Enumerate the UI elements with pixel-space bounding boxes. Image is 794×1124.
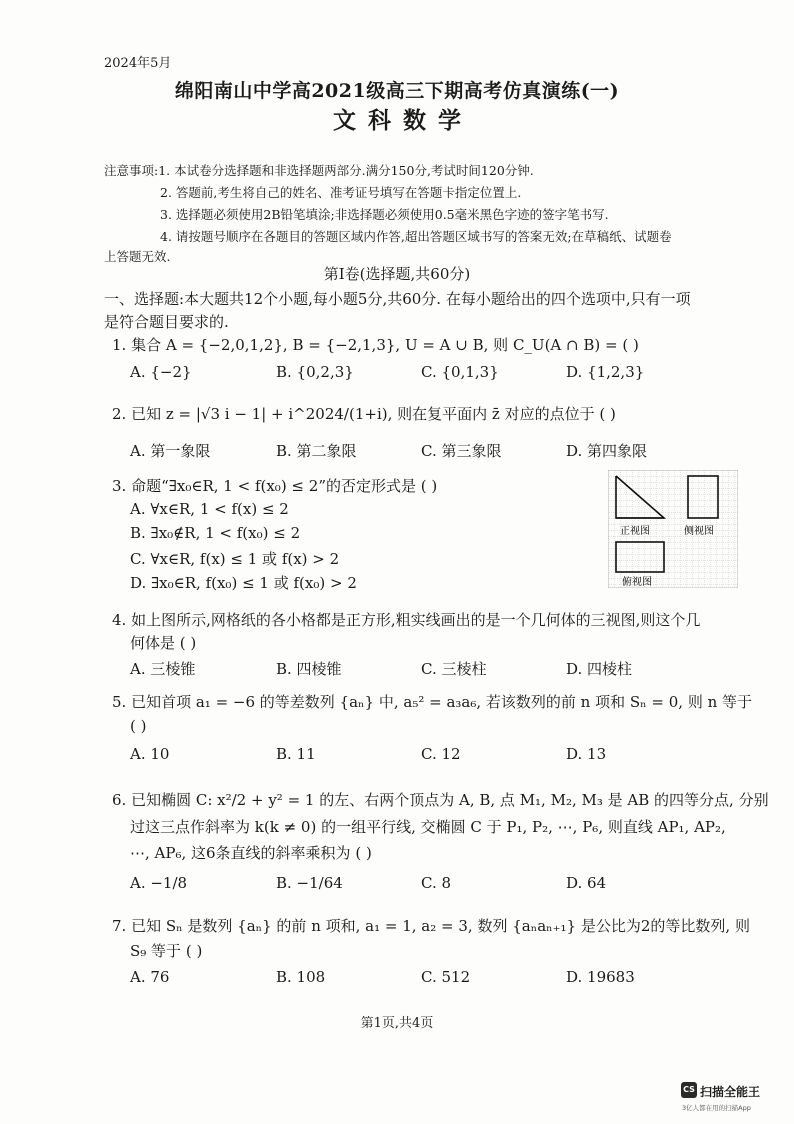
question-6-option-d: D. 64: [566, 874, 607, 892]
side-view-label: 侧视图: [684, 526, 714, 537]
question-2-option-b: B. 第二象限: [276, 442, 357, 460]
question-1-option-c: C. {0,1,3}: [421, 363, 499, 381]
question-6-option-a: A. −1/8: [130, 874, 188, 892]
question-3-option-b: B. ∃x₀∉R, 1 < f(x₀) ≤ 2: [130, 524, 301, 542]
top-view-label: 俯视图: [622, 577, 652, 588]
question-2-stem: 2. 已知 z = |√3 i − 1| + i^2024/(1+i), 则在复平面内 z̄ 对应的点位于 ( ): [112, 405, 616, 423]
question-7-option-b: B. 108: [276, 968, 326, 986]
question-2-option-a: A. 第一象限: [130, 442, 211, 460]
note-line-2: 2. 答题前,考生将自己的姓名、准考证号填写在答题卡指定位置上.: [160, 185, 522, 200]
question-4-stem-line-1: 4. 如上图所示,网格纸的各小格都是正方形,粗实线画出的是一个几何体的三视图,则这个几: [112, 611, 701, 629]
note-line-4: 4. 请按题号顺序在各题目的答题区域内作答,超出答题区域书写的答案无效;在草稿纸、试题卷: [160, 229, 672, 244]
question-4-option-d: D. 四棱柱: [566, 660, 633, 678]
question-7-option-d: D. 19683: [566, 968, 635, 986]
question-7-stem-line-1: 7. 已知 Sₙ 是数列 {aₙ} 的前 n 项和, a₁ = 1, a₂ = 3, 数列 {aₙaₙ₊₁} 是公比为2的等比数列, 则: [112, 917, 750, 935]
question-4-stem-line-2: 何体是 ( ): [130, 634, 197, 652]
question-1-option-b: B. {0,2,3}: [276, 363, 354, 381]
section-intro-1: 一、选择题:本大题共12个小题,每小题5分,共60分. 在每小题给出的四个选项中,只有一项: [104, 290, 691, 308]
note-line-1: 注意事项:1. 本试卷分选择题和非选择题两部分.满分150分,考试时间120分钟.: [104, 163, 534, 178]
question-2-option-d: D. 第四象限: [566, 442, 648, 460]
exam-date: 2024年5月: [104, 56, 172, 71]
question-3-stem: 3. 命题“∃x₀∈R, 1 < f(x₀) ≤ 2”的否定形式是 ( ): [112, 477, 438, 495]
question-5-stem-line-2: ( ): [130, 717, 147, 735]
question-4-option-b: B. 四棱锥: [276, 660, 342, 678]
question-4-option-a: A. 三棱锥: [130, 660, 196, 678]
note-line-5: 上答题无效.: [104, 249, 171, 264]
question-7-option-a: A. 76: [130, 968, 170, 986]
question-6-stem-line-3: ⋯, AP₆, 这6条直线的斜率乘积为 ( ): [130, 844, 372, 862]
question-5-option-c: C. 12: [421, 745, 461, 763]
watermark-name: 扫描全能王: [700, 1085, 761, 1099]
front-view-label: 正视图: [620, 526, 650, 537]
question-6-stem-line-1: 6. 已知椭圆 C: x²/2 + y² = 1 的左、右两个顶点为 A, B, 点 M₁, M₂, M₃ 是 AB 的四等分点, 分别: [112, 791, 769, 809]
question-6-option-c: C. 8: [421, 874, 452, 892]
question-4-option-c: C. 三棱柱: [421, 660, 487, 678]
question-5-stem-line-1: 5. 已知首项 a₁ = −6 的等差数列 {aₙ} 中, a₅² = a₃a₆, 若该数列的前 n 项和 Sₙ = 0, 则 n 等于: [112, 693, 753, 711]
question-6-stem-line-2: 过这三点作斜率为 k(k ≠ 0) 的一组平行线, 交椭圆 C 于 P₁, P₂, ⋯, P₆, 则直线 AP₁, AP₂,: [130, 818, 726, 836]
question-1-option-a: A. {−2}: [130, 363, 192, 381]
question-6-option-b: B. −1/64: [276, 874, 343, 892]
question-3-option-a: A. ∀x∈R, 1 < f(x) ≤ 2: [130, 500, 289, 518]
question-7-stem-line-2: S₉ 等于 ( ): [130, 942, 203, 960]
exam-subject: 文科数学: [333, 107, 473, 134]
question-2-option-c: C. 第三象限: [421, 442, 502, 460]
exam-title: 绵阳南山中学高2021级高三下期高考仿真演练(一): [174, 80, 620, 102]
question-3-option-d: D. ∃x₀∈R, f(x₀) ≤ 1 或 f(x₀) > 2: [130, 574, 357, 592]
question-5-option-b: B. 11: [276, 745, 316, 763]
question-7-option-c: C. 512: [421, 968, 471, 986]
section-heading: 第Ⅰ卷(选择题,共60分): [323, 265, 471, 283]
question-1-option-d: D. {1,2,3}: [566, 363, 645, 381]
camscanner-logo-icon: CS: [681, 1082, 697, 1098]
question-3-option-c: C. ∀x∈R, f(x) ≤ 1 或 f(x) > 2: [130, 550, 340, 568]
question-5-option-d: D. 13: [566, 745, 607, 763]
section-intro-2: 是符合题目要求的.: [104, 313, 229, 331]
note-line-3: 3. 选择题必须使用2B铅笔填涂;非选择题必须使用0.5毫米黑色字迹的签字笔书写.: [160, 207, 609, 222]
page-footer: 第1页,共4页: [360, 1016, 434, 1031]
question-5-option-a: A. 10: [130, 745, 170, 763]
watermark-tagline: 3亿人都在用的扫描App: [682, 1104, 751, 1112]
three-view-figure: [608, 470, 738, 588]
question-1-stem: 1. 集合 A = {−2,0,1,2}, B = {−2,1,3}, U = A ∪ B, 则 C_U(A ∩ B) = ( ): [112, 336, 639, 354]
